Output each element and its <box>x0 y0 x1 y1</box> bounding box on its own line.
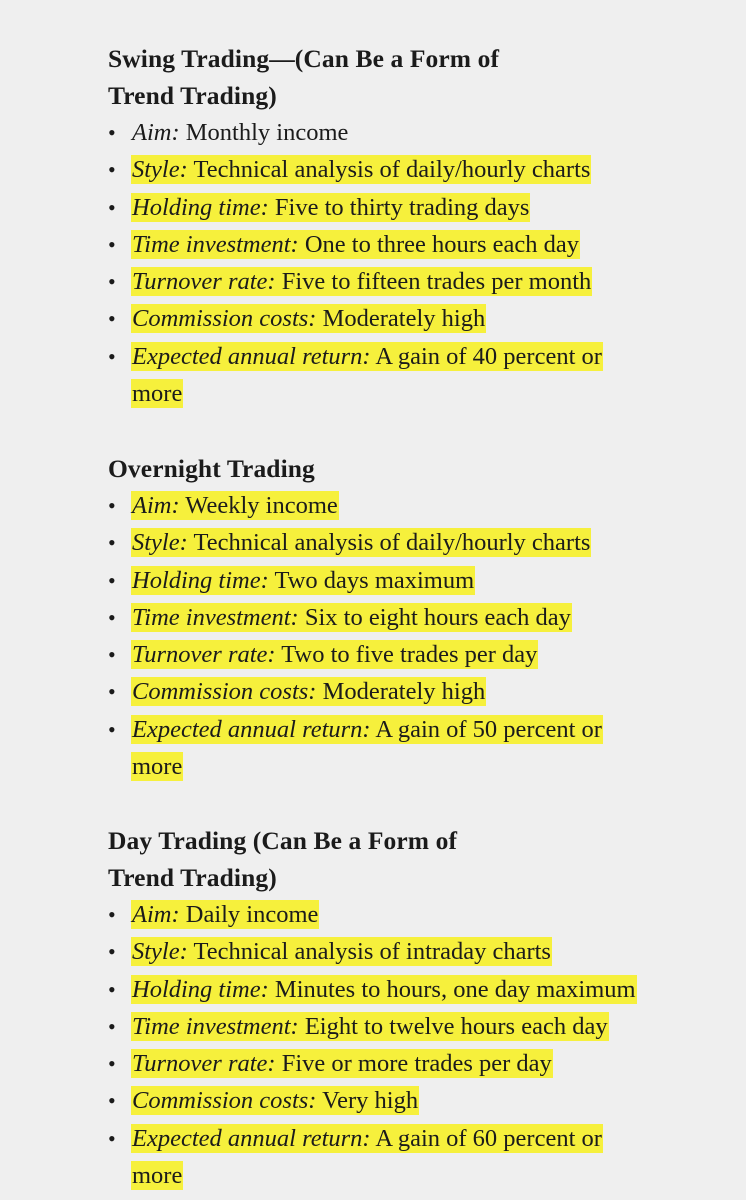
item-value: Eight to twelve hours each day <box>298 1012 608 1040</box>
item-value: Weekly income <box>179 492 338 519</box>
item-value: Two to five trades per day <box>275 641 538 669</box>
item-value: Technical analysis of daily/hourly charts <box>187 529 591 557</box>
heading-line-1: Swing Trading—(Can Be a Form of <box>108 44 500 73</box>
section-heading <box>108 40 578 114</box>
item-term: Holding time: <box>132 975 269 1003</box>
list-item <box>108 896 708 933</box>
list-item <box>108 189 708 226</box>
section-swing-trading <box>108 40 708 412</box>
section-day-trading <box>108 822 708 1194</box>
bullet-icon: • <box>108 530 116 556</box>
item-term: Expected annual return: <box>132 715 371 743</box>
bullet-list <box>108 114 708 412</box>
item-value: One to three hours each day <box>298 230 579 258</box>
bullet-icon: • <box>108 604 116 630</box>
heading-line-1: Overnight Trading <box>108 454 315 483</box>
heading-line-2: Trend Trading) <box>108 81 277 110</box>
item-term: Turnover rate: <box>132 268 276 296</box>
list-item <box>108 971 708 1008</box>
bullet-icon: • <box>108 157 116 183</box>
list-item <box>108 226 708 263</box>
list-item <box>108 487 708 524</box>
item-term: Commission costs: <box>132 305 317 333</box>
bullet-icon: • <box>108 1013 116 1039</box>
list-item <box>108 711 652 786</box>
item-term: Style: <box>132 938 188 966</box>
list-item <box>108 1045 708 1082</box>
item-value: Very high <box>316 1087 419 1115</box>
bullet-icon: • <box>108 716 116 742</box>
list-item <box>108 1008 708 1045</box>
heading-line-2: Trend Trading) <box>108 863 277 892</box>
item-value: Two days maximum <box>268 566 475 594</box>
item-term: Commission costs: <box>132 678 317 706</box>
list-item <box>108 263 708 300</box>
bullet-list <box>108 487 708 785</box>
item-term: Time investment: <box>132 1012 299 1040</box>
item-term: Style: <box>132 156 188 184</box>
item-value: Technical analysis of daily/hourly charts <box>187 156 591 184</box>
list-item <box>108 1120 652 1195</box>
item-term: Expected annual return: <box>132 342 371 370</box>
list-item <box>108 599 708 636</box>
item-term: Expected annual return: <box>132 1124 371 1152</box>
item-value: Monthly income <box>179 119 349 146</box>
list-item <box>108 524 708 561</box>
item-value: A gain of 60 percent or more <box>132 1124 602 1190</box>
item-value: Technical analysis of intraday charts <box>187 938 551 966</box>
list-item <box>108 636 708 673</box>
item-term: Time investment: <box>132 603 299 631</box>
section-heading <box>108 450 578 487</box>
item-term: Turnover rate: <box>132 1050 276 1078</box>
item-term: Holding time: <box>132 566 269 594</box>
item-value: A gain of 40 percent or more <box>132 342 602 408</box>
bullet-icon: • <box>108 1088 116 1114</box>
list-item <box>108 300 708 337</box>
bullet-icon: • <box>108 567 116 593</box>
list-item <box>108 673 708 710</box>
item-value: Moderately high <box>316 305 486 333</box>
item-term: Time investment: <box>132 230 299 258</box>
item-value: Moderately high <box>316 678 486 706</box>
item-term: Holding time: <box>132 193 269 221</box>
section-heading <box>108 822 578 896</box>
bullet-icon: • <box>108 306 116 332</box>
bullet-icon: • <box>108 231 116 257</box>
bullet-icon: • <box>108 902 116 927</box>
bullet-icon: • <box>108 269 116 295</box>
item-value: Daily income <box>179 901 319 928</box>
list-item <box>108 933 708 970</box>
item-value: Five to fifteen trades per month <box>275 268 592 296</box>
item-term: Style: <box>132 529 188 557</box>
bullet-icon: • <box>108 679 116 705</box>
bullet-icon: • <box>108 1125 116 1151</box>
bullet-icon: • <box>108 493 116 518</box>
item-value: Six to eight hours each day <box>298 603 571 631</box>
bullet-icon: • <box>108 343 116 369</box>
item-term: Aim: <box>132 492 180 519</box>
bullet-icon: • <box>108 939 116 965</box>
list-item <box>108 338 652 413</box>
item-value: Five to thirty trading days <box>268 193 530 221</box>
bullet-icon: • <box>108 194 116 220</box>
item-value: Minutes to hours, one day maximum <box>268 975 636 1003</box>
item-term: Commission costs: <box>132 1087 317 1115</box>
item-term: Aim: <box>132 119 180 146</box>
item-value: Five or more trades per day <box>275 1050 552 1078</box>
bullet-icon: • <box>108 120 116 145</box>
list-item <box>108 114 708 151</box>
bullet-icon: • <box>108 976 116 1002</box>
section-overnight-trading <box>108 450 708 785</box>
item-value: A gain of 50 percent or more <box>132 715 602 781</box>
heading-line-1: Day Trading (Can Be a Form of <box>108 826 458 855</box>
item-term: Turnover rate: <box>132 641 276 669</box>
list-item <box>108 151 708 188</box>
bullet-icon: • <box>108 642 116 668</box>
item-term: Aim: <box>132 901 180 928</box>
list-item <box>108 562 708 599</box>
bullet-list <box>108 896 708 1194</box>
bullet-icon: • <box>108 1051 116 1077</box>
list-item <box>108 1082 708 1119</box>
